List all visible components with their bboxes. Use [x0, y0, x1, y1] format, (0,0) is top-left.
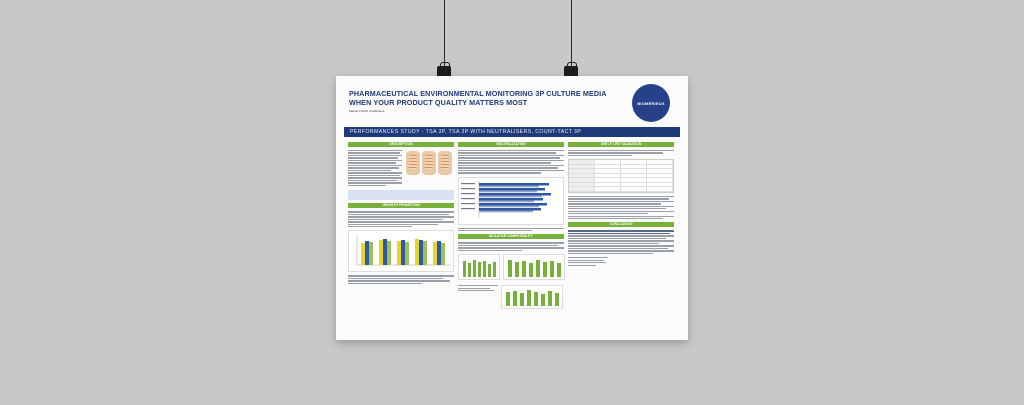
neutralization-chart — [458, 177, 564, 225]
title-line-2: WHEN YOUR PRODUCT QUALITY MATTERS MOST — [349, 97, 528, 107]
description-block — [348, 150, 454, 190]
section-growth-promotion: GROWTH PROMOTION — [348, 203, 454, 208]
culture-media-photo-2 — [422, 151, 436, 175]
growth-bar-group-5 — [433, 241, 445, 265]
hanging-wire-right — [571, 0, 572, 70]
section-description: DESCRIPTION — [348, 142, 454, 147]
section-conclusion: CONCLUSION — [568, 222, 674, 227]
conclusion-text — [568, 230, 674, 254]
biomerieux-logo — [632, 84, 670, 122]
growth-bar-group-1 — [361, 241, 373, 265]
column-left — [348, 142, 454, 287]
growth-text — [348, 211, 454, 227]
isolator-chart-3 — [501, 285, 563, 309]
title-line-1: PHARMACEUTICAL ENVIRONMENTAL MONITORING 3P CULTURE MEDIA — [349, 89, 607, 98]
isolator-legend — [458, 285, 498, 309]
isolator-text — [458, 242, 564, 251]
column-middle — [458, 142, 564, 312]
growth-bar-group-4 — [415, 239, 427, 265]
logo-text: BIOMÉRIEUX — [637, 100, 665, 106]
growth-bar-group-2 — [379, 239, 391, 265]
study-band: PERFORMANCES STUDY - TSA 3P, TSA 3P WITH NEUTRALISERS, COUNT-TACT 3P — [344, 127, 680, 137]
product-photos — [404, 150, 454, 190]
culture-media-photo-3 — [438, 151, 452, 175]
isolator-chart-1 — [458, 254, 500, 280]
culture-media-photo-1 — [406, 151, 420, 175]
growth-bars-svg — [349, 231, 455, 271]
neutralization-caption — [458, 228, 564, 232]
section-shelf-life: SHELF LIFE VALIDATION — [568, 142, 674, 147]
author: Marine LOUIS, bioMérieux — [349, 109, 385, 113]
poster — [336, 76, 688, 340]
neutralization-text — [458, 150, 564, 174]
growth-footnotes — [348, 275, 454, 284]
growth-bar-group-3 — [397, 240, 409, 265]
shelf-life-table — [568, 159, 674, 193]
poster-title — [349, 90, 619, 107]
isolator-chart-2 — [503, 254, 565, 280]
section-isolator-compatibility: ISOLATOR COMPATIBILITY — [458, 234, 564, 239]
description-text — [348, 150, 402, 187]
growth-promotion-chart — [348, 230, 454, 272]
shelf-life-notes — [568, 196, 674, 220]
isolator-charts — [458, 254, 564, 283]
description-highlight — [348, 190, 454, 200]
references — [568, 257, 608, 266]
shelf-life-text — [568, 150, 674, 156]
column-right — [568, 142, 674, 269]
neutralization-bars-svg — [459, 178, 565, 224]
hanging-wire-left — [444, 0, 445, 70]
section-neutralization: NEUTRALIZATION — [458, 142, 564, 147]
isolator-charts-row2 — [458, 285, 564, 312]
